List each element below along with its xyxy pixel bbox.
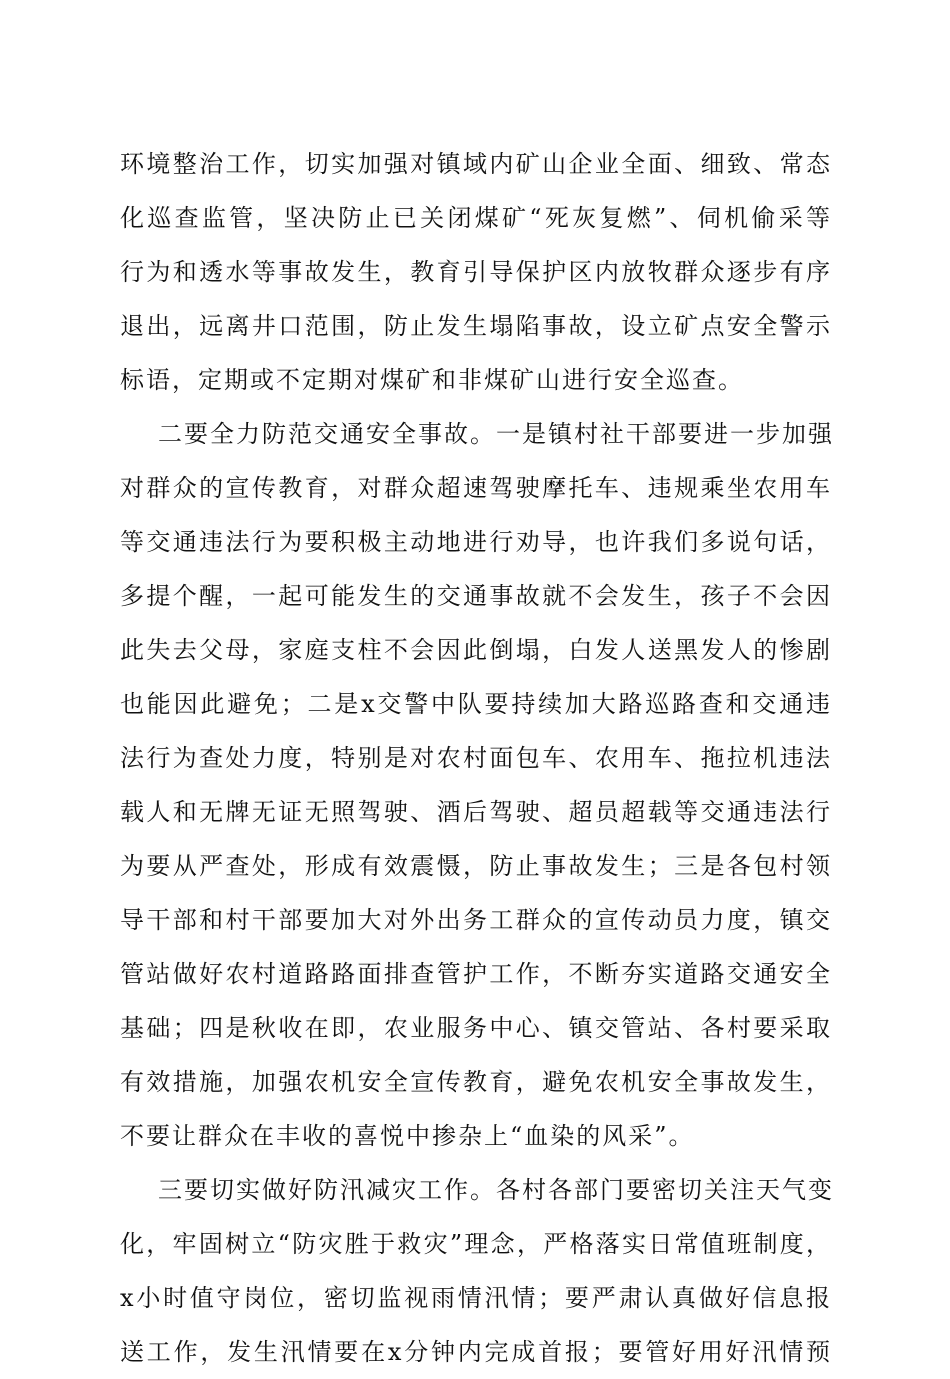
text-line: x小时值守岗位，密切监视雨情汛情；要严肃认真做好信息报	[120, 1284, 832, 1312]
text-line: 导干部和村干部要加大对外出务工群众的宣传动员力度，镇交	[120, 906, 832, 934]
text-line: 等交通违法行为要积极主动地进行劝导，也许我们多说句话，	[120, 528, 832, 556]
text-line: 法行为查处力度，特别是对农村面包车、农用车、拖拉机违法	[120, 744, 832, 772]
text-line: 化巡查监管，坚决防止已关闭煤矿“死灰复燃”、伺机偷采等	[120, 204, 832, 232]
text-line: 为要从严查处，形成有效震慑，防止事故发生；三是各包村领	[120, 852, 832, 880]
text-line: 对群众的宣传教育，对群众超速驾驶摩托车、违规乘坐农用车	[120, 474, 832, 502]
text-line: 也能因此避免；二是x交警中队要持续加大路巡路查和交通违	[120, 690, 832, 718]
text-line: 行为和透水等事故发生，教育引导保护区内放牧群众逐步有序	[120, 258, 832, 286]
text-line: 管站做好农村道路路面排查管护工作，不断夯实道路交通安全	[120, 960, 832, 988]
text-line: 有效措施，加强农机安全宣传教育，避免农机安全事故发生，	[120, 1068, 832, 1096]
text-line: 不要让群众在丰收的喜悦中掺杂上“血染的风采”。	[120, 1122, 695, 1150]
text-line: 送工作，发生汛情要在x分钟内完成首报；要管好用好汛情预	[120, 1338, 832, 1366]
text-line: 化，牢固树立“防灾胜于救灾”理念，严格落实日常值班制度，	[120, 1230, 832, 1258]
text-line: 载人和无牌无证无照驾驶、酒后驾驶、超员超载等交通违法行	[120, 798, 832, 826]
paragraph-first-line: 二要全力防范交通安全事故。一是镇村社干部要进一步加强	[158, 420, 834, 448]
text-line: 环境整治工作，切实加强对镇域内矿山企业全面、细致、常态	[120, 150, 832, 178]
text-line: 多提个醒，一起可能发生的交通事故就不会发生，孩子不会因	[120, 582, 832, 610]
text-line: 基础；四是秋收在即，农业服务中心、镇交管站、各村要采取	[120, 1014, 832, 1042]
text-line: 此失去父母，家庭支柱不会因此倒塌，白发人送黑发人的惨剧	[120, 636, 832, 664]
paragraph-first-line: 三要切实做好防汛减灾工作。各村各部门要密切关注天气变	[158, 1176, 834, 1204]
text-line: 退出，远离井口范围，防止发生塌陷事故，设立矿点安全警示	[120, 312, 832, 340]
body-text	[120, 137, 832, 1379]
text-line: 标语，定期或不定期对煤矿和非煤矿山进行安全巡查。	[120, 366, 744, 394]
